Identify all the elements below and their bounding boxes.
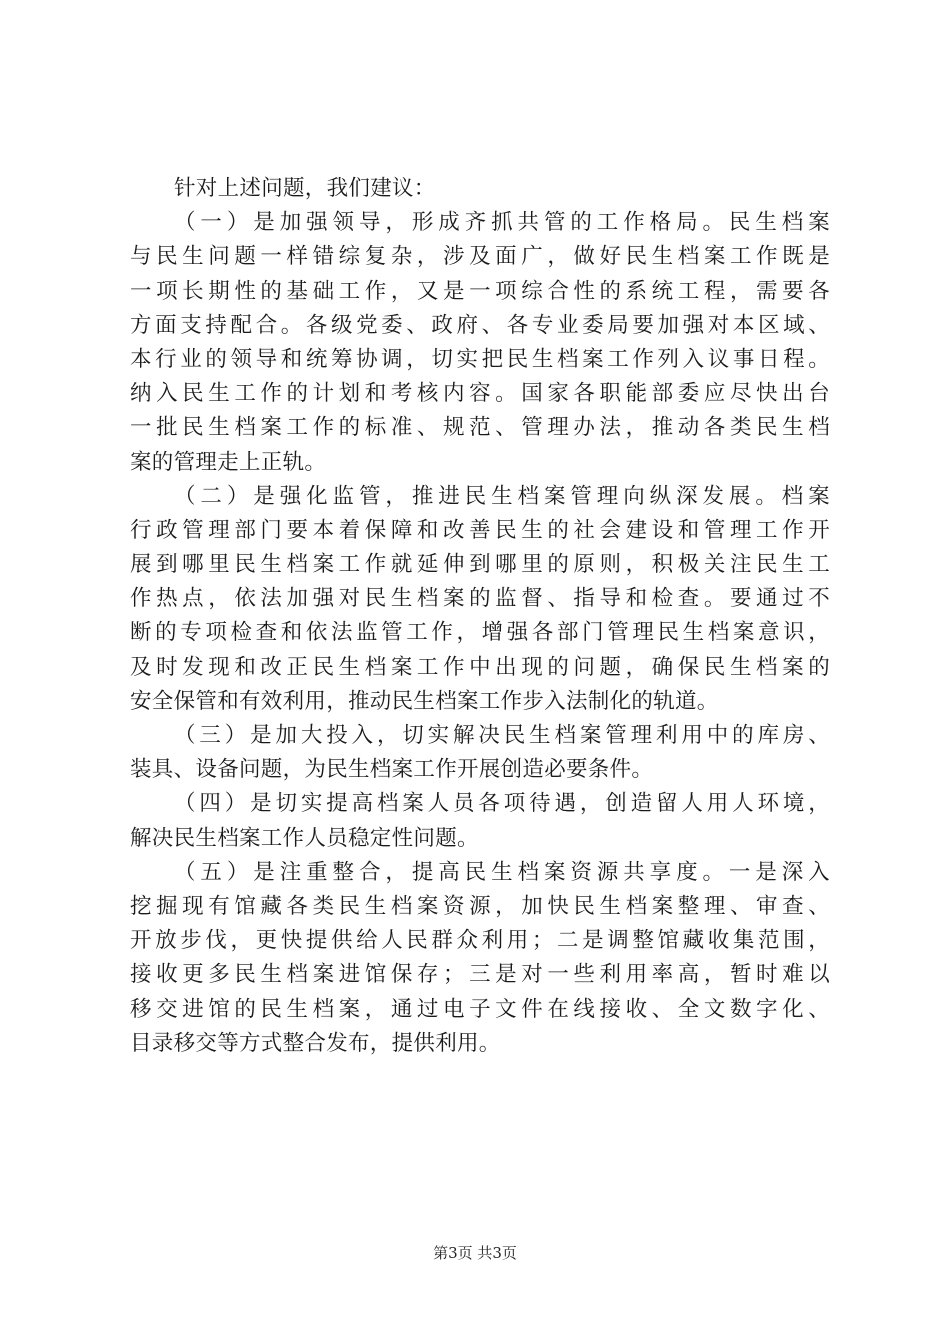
text-line: 针对上述问题，我们建议： bbox=[174, 176, 436, 201]
text-line: （一）是加强领导，形成齐抓共管的工作格局。民生档案 bbox=[174, 210, 830, 236]
text-line: 一批民生档案工作的标准、规范、管理办法，推动各类民生档 bbox=[130, 415, 830, 441]
page-footer: 第3页 共3页 bbox=[433, 1244, 517, 1262]
text-line: 安全保管和有效利用，推动民生档案工作步入法制化的轨道。 bbox=[130, 688, 719, 714]
text-line: 断的专项检查和依法监管工作，增强各部门管理民生档案意识， bbox=[130, 620, 830, 646]
text-line: （二）是强化监管，推进民生档案管理向纵深发展。档案 bbox=[174, 483, 830, 509]
text-line: 目录移交等方式整合发布，提供利用。 bbox=[130, 1030, 501, 1056]
text-line: 纳入民生工作的计划和考核内容。国家各职能部委应尽快出台 bbox=[130, 381, 830, 407]
text-line: 装具、设备问题，为民生档案工作开展创造必要条件。 bbox=[130, 757, 654, 783]
text-line: 展到哪里民生档案工作就延伸到哪里的原则，积极关注民生工 bbox=[130, 552, 830, 578]
text-line: 挖掘现有馆藏各类民生档案资源，加快民生档案整理、审查、 bbox=[130, 893, 830, 919]
text-line: 与民生问题一样错综复杂，涉及面广，做好民生档案工作既是 bbox=[130, 244, 830, 270]
text-line: （四）是切实提高档案人员各项待遇，创造留人用人环境， bbox=[174, 791, 830, 817]
text-line: 行政管理部门要本着保障和改善民生的社会建设和管理工作开 bbox=[130, 517, 830, 543]
text-line: 接收更多民生档案进馆保存；三是对一些利用率高，暂时难以 bbox=[130, 962, 830, 988]
text-line: 解决民生档案工作人员稳定性问题。 bbox=[130, 825, 479, 851]
document-body bbox=[130, 172, 830, 1061]
text-line: 一项长期性的基础工作，又是一项综合性的系统工程，需要各 bbox=[130, 278, 830, 304]
text-line: （三）是加大投入，切实解决民生档案管理利用中的库房、 bbox=[174, 723, 830, 748]
text-line: 作热点，依法加强对民生档案的监督、指导和检查。要通过不 bbox=[130, 586, 830, 612]
text-line: 移交进馆的民生档案，通过电子文件在线接收、全文数字化、 bbox=[130, 996, 830, 1022]
text-line: 及时发现和改正民生档案工作中出现的问题，确保民生档案的 bbox=[130, 654, 830, 680]
text-line: 开放步伐，更快提供给人民群众利用；二是调整馆藏收集范围， bbox=[130, 928, 830, 954]
text-line: 本行业的领导和统筹协调，切实把民生档案工作列入议事日程。 bbox=[130, 346, 830, 372]
text-line: 案的管理走上正轨。 bbox=[130, 449, 327, 475]
text-line: （五）是注重整合，提高民生档案资源共享度。一是深入 bbox=[174, 859, 830, 885]
text-line: 方面支持配合。各级党委、政府、各专业委局要加强对本区域、 bbox=[130, 312, 830, 338]
